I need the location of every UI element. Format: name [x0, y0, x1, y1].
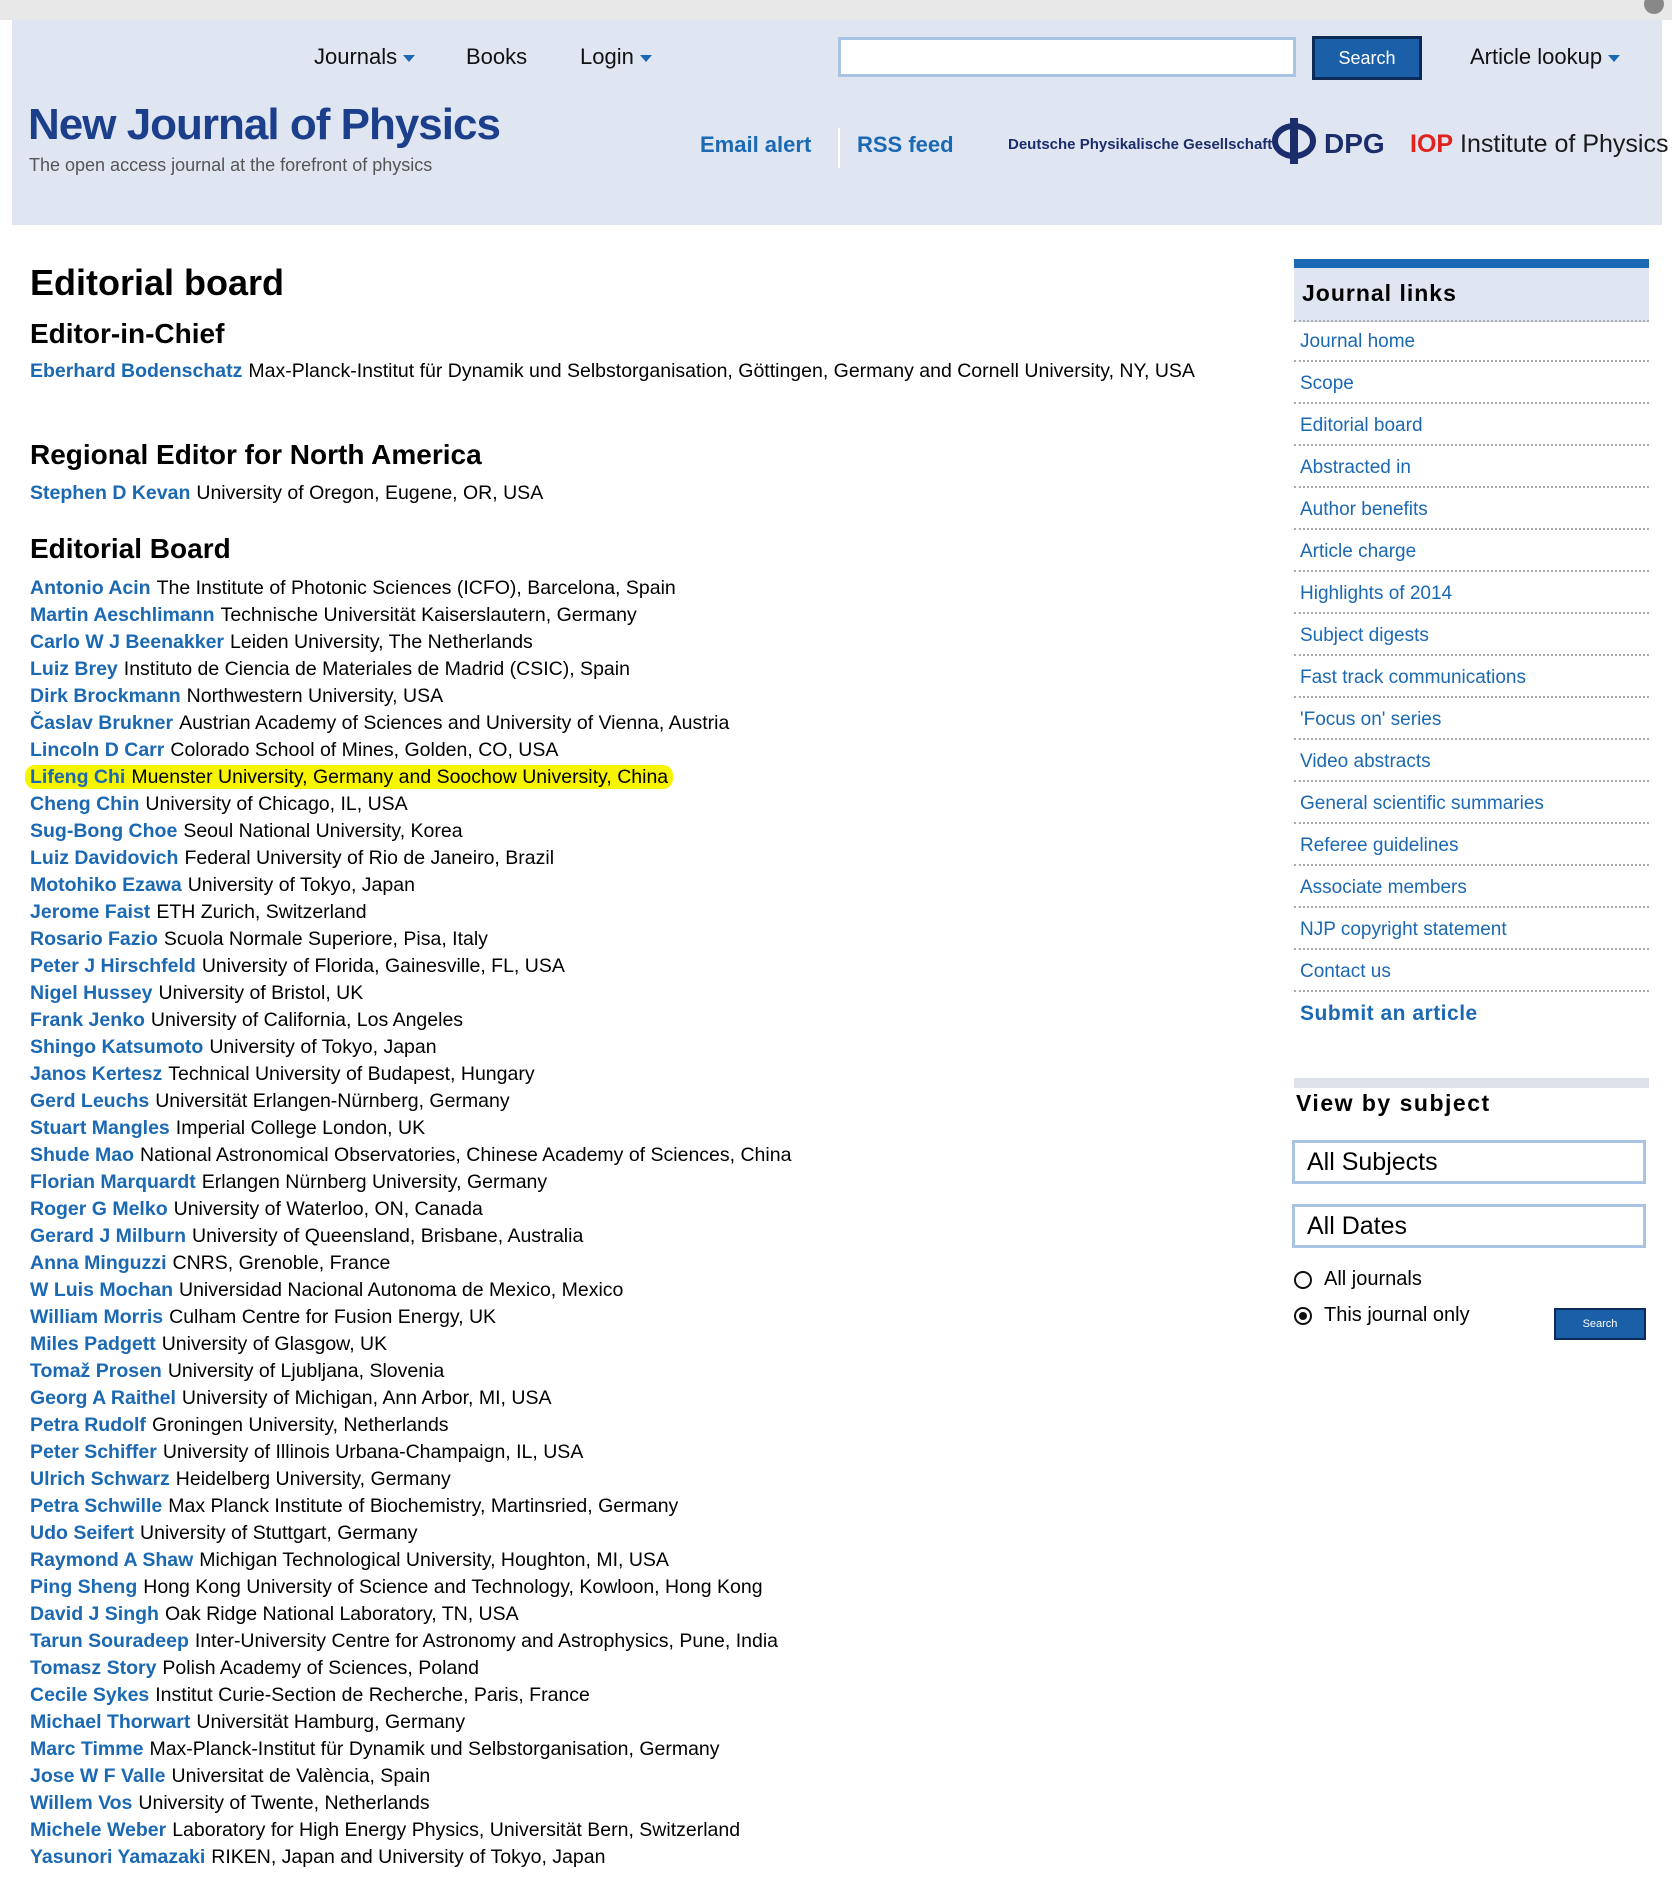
- board-member-row: [30, 1142, 791, 1169]
- radio-all-journals[interactable]: [1294, 1268, 1422, 1291]
- board-member-row: [30, 683, 791, 710]
- board-member-affiliation: Instituto de Ciencia de Materiales de Madrid (CSIC), Spain: [123, 658, 630, 680]
- board-member-affiliation: Federal University of Rio de Janeiro, Brazil: [184, 847, 555, 869]
- journal-logo-subtitle: The open access journal at the forefront of physics: [29, 155, 433, 175]
- board-member-row: [30, 953, 791, 980]
- board-member-row: [30, 1709, 791, 1736]
- sidebar-search-button[interactable]: Search: [1554, 1308, 1646, 1340]
- board-member-affiliation: Imperial College London, UK: [175, 1117, 426, 1139]
- board-member-affiliation: University of Tokyo, Japan: [187, 874, 415, 896]
- board-member-affiliation: Hong Kong University of Science and Technology, Kowloon, Hong Kong: [143, 1576, 763, 1598]
- board-member-name-link[interactable]: Jose W F Valle: [30, 1765, 166, 1787]
- board-member-name-link[interactable]: Peter Schiffer: [30, 1441, 157, 1463]
- sidebar-link[interactable]: Journal home: [1294, 322, 1649, 362]
- board-member-affiliation: RIKEN, Japan and University of Tokyo, Japan: [211, 1846, 606, 1868]
- board-member-row: [30, 1277, 791, 1304]
- dpg-name[interactable]: Deutsche Physikalische Gesellschaft: [1008, 136, 1273, 153]
- editor-name-link[interactable]: Eberhard Bodenschatz: [30, 360, 243, 382]
- board-member-name-link[interactable]: Rosario Fazio: [30, 928, 158, 950]
- board-member-row: [30, 1169, 791, 1196]
- board-member-name-link[interactable]: Jerome Faist: [30, 901, 151, 923]
- nav-article-lookup[interactable]: [1470, 44, 1620, 70]
- board-member-name-link[interactable]: Willem Vos: [30, 1792, 133, 1814]
- board-member-row: [30, 1763, 791, 1790]
- sidebar-link[interactable]: Contact us: [1294, 952, 1649, 992]
- page-title: Editorial board: [30, 262, 285, 303]
- board-member-affiliation: Colorado School of Mines, Golden, CO, USA: [170, 739, 559, 761]
- radio-this-label: This journal only: [1324, 1304, 1470, 1326]
- board-member-name-link[interactable]: Stuart Mangles: [30, 1117, 170, 1139]
- board-member-name-link[interactable]: William Morris: [30, 1306, 164, 1328]
- sidebar-link[interactable]: Submit an article: [1300, 1002, 1478, 1025]
- board-member-name-link[interactable]: Cheng Chin: [30, 793, 140, 815]
- board-member-affiliation: ETH Zurich, Switzerland: [156, 901, 367, 923]
- board-member-row: [30, 1061, 791, 1088]
- board-member-row: [30, 1196, 791, 1223]
- board-member-name-link[interactable]: Miles Padgett: [30, 1333, 156, 1355]
- rss-feed-link[interactable]: RSS feed: [857, 132, 954, 157]
- board-member-name-link[interactable]: Carlo W J Beenakker: [30, 631, 225, 653]
- board-member-row: [30, 1412, 791, 1439]
- board-member-row: [30, 1439, 791, 1466]
- board-member-name-link[interactable]: Georg A Raithel: [30, 1387, 176, 1409]
- board-member-name-link[interactable]: Gerd Leuchs: [30, 1090, 150, 1112]
- board-member-name-link[interactable]: W Luis Mochan: [30, 1279, 173, 1301]
- board-member-row: [30, 1736, 791, 1763]
- board-member-name-link[interactable]: Dirk Brockmann: [30, 685, 181, 707]
- board-member-row: [30, 1115, 791, 1142]
- journal-links-heading: Journal links: [1302, 280, 1457, 306]
- board-member-name-link[interactable]: Janos Kertesz: [30, 1063, 163, 1085]
- editor-affiliation: University of Oregon, Eugene, OR, USA: [196, 482, 544, 504]
- editor-affiliation: Max-Planck-Institut für Dynamik und Selbstorganisation, Göttingen, Germany and Cornell University, NY, USA: [248, 360, 1195, 382]
- sidebar-accent-bar: [1294, 259, 1649, 268]
- board-member-name-link[interactable]: Sug-Bong Choe: [30, 820, 178, 842]
- regional-editor-entry: [30, 480, 543, 507]
- nav-journals[interactable]: [314, 44, 415, 70]
- board-member-name-link[interactable]: Yasunori Yamazaki: [30, 1846, 206, 1868]
- board-member-affiliation: CNRS, Grenoble, France: [172, 1252, 391, 1274]
- board-member-affiliation: University of Glasgow, UK: [161, 1333, 388, 1355]
- board-member-affiliation: Universität Erlangen-Nürnberg, Germany: [155, 1090, 510, 1112]
- board-member-name-link[interactable]: Udo Seifert: [30, 1522, 135, 1544]
- header-search-button[interactable]: Search: [1312, 36, 1422, 80]
- board-member-affiliation: University of Bristol, UK: [158, 982, 364, 1004]
- board-member-row: [30, 1358, 791, 1385]
- sidebar-link[interactable]: Editorial board: [1294, 406, 1649, 446]
- radio-all-label: All journals: [1324, 1268, 1422, 1290]
- sidebar-link[interactable]: Referee guidelines: [1294, 826, 1649, 866]
- board-member-row: [30, 575, 791, 602]
- radio-empty-icon[interactable]: [1294, 1271, 1312, 1289]
- header-divider: [838, 128, 840, 168]
- board-member-affiliation: University of Tokyo, Japan: [209, 1036, 437, 1058]
- board-member-name-link[interactable]: Anna Minguzzi: [30, 1252, 167, 1274]
- subject-select[interactable]: All Subjects: [1292, 1140, 1646, 1184]
- regional-editor-heading: Regional Editor for North America: [30, 439, 482, 470]
- board-member-name-link[interactable]: Antonio Acin: [30, 577, 151, 599]
- board-member-affiliation: Muenster University, Germany and Soochow University, China: [131, 766, 669, 788]
- board-member-row: [30, 1223, 791, 1250]
- board-member-affiliation: Culham Centre for Fusion Energy, UK: [169, 1306, 497, 1328]
- date-select[interactable]: All Dates: [1292, 1204, 1646, 1248]
- board-member-affiliation: Michigan Technological University, Houghton, MI, USA: [199, 1549, 669, 1571]
- board-member-affiliation: University of Stuttgart, Germany: [140, 1522, 418, 1544]
- nav-journals-label: Journals: [314, 44, 398, 69]
- editor-name-link[interactable]: Stephen D Kevan: [30, 482, 191, 504]
- board-member-name-link[interactable]: Tomasz Story: [30, 1657, 157, 1679]
- board-member-row: [30, 1520, 791, 1547]
- board-member-name-link[interactable]: Florian Marquardt: [30, 1171, 196, 1193]
- journal-logo-title[interactable]: New Journal of Physics: [28, 100, 500, 149]
- board-member-row: [30, 1385, 791, 1412]
- board-member-row: [30, 1304, 791, 1331]
- board-member-name-link[interactable]: Frank Jenko: [30, 1009, 145, 1031]
- board-member-affiliation: Universität Hamburg, Germany: [196, 1711, 466, 1733]
- board-member-affiliation: Universidad Nacional Autonoma de Mexico, Mexico: [179, 1279, 624, 1301]
- nav-login[interactable]: [580, 44, 652, 70]
- board-member-row: [30, 1493, 791, 1520]
- board-member-affiliation: Northwestern University, USA: [186, 685, 444, 707]
- chevron-down-icon: [403, 55, 415, 62]
- email-alert-link[interactable]: Email alert: [700, 132, 812, 157]
- board-member-affiliation: University of Chicago, IL, USA: [145, 793, 408, 815]
- sidebar-link[interactable]: Fast track communications: [1294, 658, 1649, 698]
- board-member-name-link[interactable]: Peter J Hirschfeld: [30, 955, 196, 977]
- board-member-row: [30, 845, 791, 872]
- board-member-name-link[interactable]: Lifeng Chi: [30, 766, 126, 788]
- board-member-row: [30, 1088, 791, 1115]
- nav-article-lookup-label: Article lookup: [1470, 44, 1603, 69]
- board-member-row: [30, 1331, 791, 1358]
- board-member-row: [30, 1682, 791, 1709]
- highlight-marker: [25, 765, 673, 789]
- sidebar-link[interactable]: Article charge: [1294, 532, 1649, 572]
- board-member-name-link[interactable]: Shude Mao: [30, 1144, 135, 1166]
- board-member-row: [30, 629, 791, 656]
- sidebar-link[interactable]: 'Focus on' series: [1294, 700, 1649, 740]
- iop-name: Institute of Physics: [1460, 130, 1669, 158]
- board-member-name-link[interactable]: Gerard J Milburn: [30, 1225, 187, 1247]
- board-member-row: [30, 1844, 791, 1871]
- board-member-name-link[interactable]: Petra Schwille: [30, 1495, 163, 1517]
- board-member-row: [30, 1250, 791, 1277]
- board-member-name-link[interactable]: Michael Thorwart: [30, 1711, 191, 1733]
- board-member-name-link[interactable]: Marc Timme: [30, 1738, 144, 1760]
- journal-links-header: [1294, 268, 1649, 322]
- board-member-affiliation: Polish Academy of Sciences, Poland: [162, 1657, 479, 1679]
- editorial-board-heading: Editorial Board: [30, 533, 231, 564]
- chevron-down-icon: [640, 55, 652, 62]
- board-member-name-link[interactable]: Raymond A Shaw: [30, 1549, 194, 1571]
- board-member-name-link[interactable]: Tarun Souradeep: [30, 1630, 189, 1652]
- board-member-name-link[interactable]: Lincoln D Carr: [30, 739, 165, 761]
- board-member-affiliation: Laboratory for High Energy Physics, Universität Bern, Switzerland: [172, 1819, 741, 1841]
- editor-in-chief-entry: [30, 358, 1220, 385]
- board-member-affiliation: Groningen University, Netherlands: [151, 1414, 449, 1436]
- board-member-name-link[interactable]: David J Singh: [30, 1603, 159, 1625]
- board-member-affiliation: University of Michigan, Ann Arbor, MI, USA: [181, 1387, 552, 1409]
- journal-links-list: [1294, 322, 1649, 1036]
- sidebar-link[interactable]: Author benefits: [1294, 490, 1649, 530]
- board-member-affiliation: Austrian Academy of Sciences and University of Vienna, Austria: [179, 712, 730, 734]
- iop-abbr: IOP: [1410, 130, 1454, 158]
- board-member-row: [30, 980, 791, 1007]
- board-member-name-link[interactable]: Motohiko Ezawa: [30, 874, 182, 896]
- sidebar-link[interactable]: General scientific summaries: [1294, 784, 1649, 824]
- board-member-affiliation: Technische Universität Kaiserslautern, Germany: [220, 604, 637, 626]
- board-member-affiliation: Heidelberg University, Germany: [175, 1468, 451, 1490]
- board-member-row: [30, 899, 791, 926]
- dpg-abbr[interactable]: DPG: [1324, 128, 1385, 159]
- editorial-board-list: [30, 575, 791, 1871]
- board-member-row: [30, 1601, 791, 1628]
- board-member-affiliation: Inter-University Centre for Astronomy and Astrophysics, Pune, India: [194, 1630, 779, 1652]
- board-member-affiliation: Max Planck Institute of Biochemistry, Martinsried, Germany: [168, 1495, 679, 1517]
- board-member-row: [30, 737, 791, 764]
- iop-logo[interactable]: [1410, 130, 1668, 159]
- board-member-affiliation: University of Illinois Urbana-Champaign, IL, USA: [162, 1441, 584, 1463]
- sidebar-link[interactable]: NJP copyright statement: [1294, 910, 1649, 950]
- board-member-affiliation: University of Ljubljana, Slovenia: [167, 1360, 445, 1382]
- board-member-name-link[interactable]: Michele Weber: [30, 1819, 167, 1841]
- header-search-input[interactable]: [838, 37, 1296, 77]
- board-member-row: [30, 1007, 791, 1034]
- board-member-affiliation: Scuola Normale Superiore, Pisa, Italy: [163, 928, 488, 950]
- view-by-subject-bar: [1294, 1078, 1649, 1088]
- board-member-row: [30, 1628, 791, 1655]
- board-member-row: [30, 764, 791, 791]
- sidebar-link[interactable]: Associate members: [1294, 868, 1649, 908]
- scroll-indicator-icon: [1644, 0, 1664, 14]
- board-member-name-link[interactable]: Martin Aeschlimann: [30, 604, 215, 626]
- board-member-affiliation: Erlangen Nürnberg University, Germany: [201, 1171, 548, 1193]
- board-member-affiliation: Max-Planck-Institut für Dynamik und Selbstorganisation, Germany: [149, 1738, 720, 1760]
- board-member-row: [30, 1547, 791, 1574]
- board-member-row: [30, 710, 791, 737]
- board-member-affiliation: National Astronomical Observatories, Chinese Academy of Sciences, China: [140, 1144, 792, 1166]
- sidebar-link[interactable]: Subject digests: [1294, 616, 1649, 656]
- browser-top-strip: [0, 0, 1672, 20]
- board-member-name-link[interactable]: Luiz Brey: [30, 658, 118, 680]
- board-member-name-link[interactable]: Časlav Brukner: [30, 712, 174, 734]
- editor-in-chief-heading: Editor-in-Chief: [30, 318, 225, 349]
- board-member-affiliation: University of Queensland, Brisbane, Australia: [192, 1225, 584, 1247]
- board-member-row: [30, 791, 791, 818]
- board-member-affiliation: Leiden University, The Netherlands: [230, 631, 533, 653]
- board-member-name-link[interactable]: Nigel Hussey: [30, 982, 153, 1004]
- nav-login-label: Login: [580, 44, 634, 69]
- radio-this-journal[interactable]: [1294, 1304, 1470, 1327]
- board-member-name-link[interactable]: Ping Sheng: [30, 1576, 138, 1598]
- board-member-affiliation: Universitat de València, Spain: [171, 1765, 431, 1787]
- board-member-name-link[interactable]: Roger G Melko: [30, 1198, 168, 1220]
- radio-selected-icon[interactable]: [1294, 1307, 1312, 1325]
- board-member-row: [30, 872, 791, 899]
- board-member-affiliation: University of Waterloo, ON, Canada: [173, 1198, 483, 1220]
- sidebar-link[interactable]: Scope: [1294, 364, 1649, 404]
- board-member-affiliation: University of California, Los Angeles: [150, 1009, 464, 1031]
- board-member-affiliation: Technical University of Budapest, Hungary: [168, 1063, 535, 1085]
- board-member-name-link[interactable]: Shingo Katsumoto: [30, 1036, 204, 1058]
- board-member-affiliation: University of Florida, Gainesville, FL, USA: [201, 955, 565, 977]
- board-member-row: [30, 1655, 791, 1682]
- board-member-row: [30, 1790, 791, 1817]
- sidebar-link[interactable]: Video abstracts: [1294, 742, 1649, 782]
- board-member-affiliation: Institut Curie-Section de Recherche, Paris, France: [155, 1684, 590, 1706]
- board-member-name-link[interactable]: Petra Rudolf: [30, 1414, 146, 1436]
- board-member-row: [30, 1574, 791, 1601]
- board-member-affiliation: University of Twente, Netherlands: [138, 1792, 430, 1814]
- sidebar-link[interactable]: Highlights of 2014: [1294, 574, 1649, 614]
- dpg-logo-icon[interactable]: [1272, 118, 1316, 164]
- board-member-row: [30, 1034, 791, 1061]
- board-member-affiliation: Seoul National University, Korea: [183, 820, 463, 842]
- board-member-name-link[interactable]: Ulrich Schwarz: [30, 1468, 170, 1490]
- board-member-row: [30, 926, 791, 953]
- board-member-row: [30, 1466, 791, 1493]
- sidebar-link[interactable]: Abstracted in: [1294, 448, 1649, 488]
- chevron-down-icon: [1608, 55, 1620, 62]
- board-member-affiliation: The Institute of Photonic Sciences (ICFO), Barcelona, Spain: [156, 577, 676, 599]
- board-member-name-link[interactable]: Cecile Sykes: [30, 1684, 150, 1706]
- board-member-row: [30, 1817, 791, 1844]
- board-member-row: [30, 818, 791, 845]
- nav-books[interactable]: Books: [466, 44, 528, 69]
- board-member-row: [30, 602, 791, 629]
- board-member-name-link[interactable]: Luiz Davidovich: [30, 847, 179, 869]
- board-member-row: [30, 656, 791, 683]
- view-by-subject-heading: View by subject: [1296, 1090, 1491, 1116]
- board-member-name-link[interactable]: Tomaž Prosen: [30, 1360, 162, 1382]
- board-member-affiliation: Oak Ridge National Laboratory, TN, USA: [164, 1603, 519, 1625]
